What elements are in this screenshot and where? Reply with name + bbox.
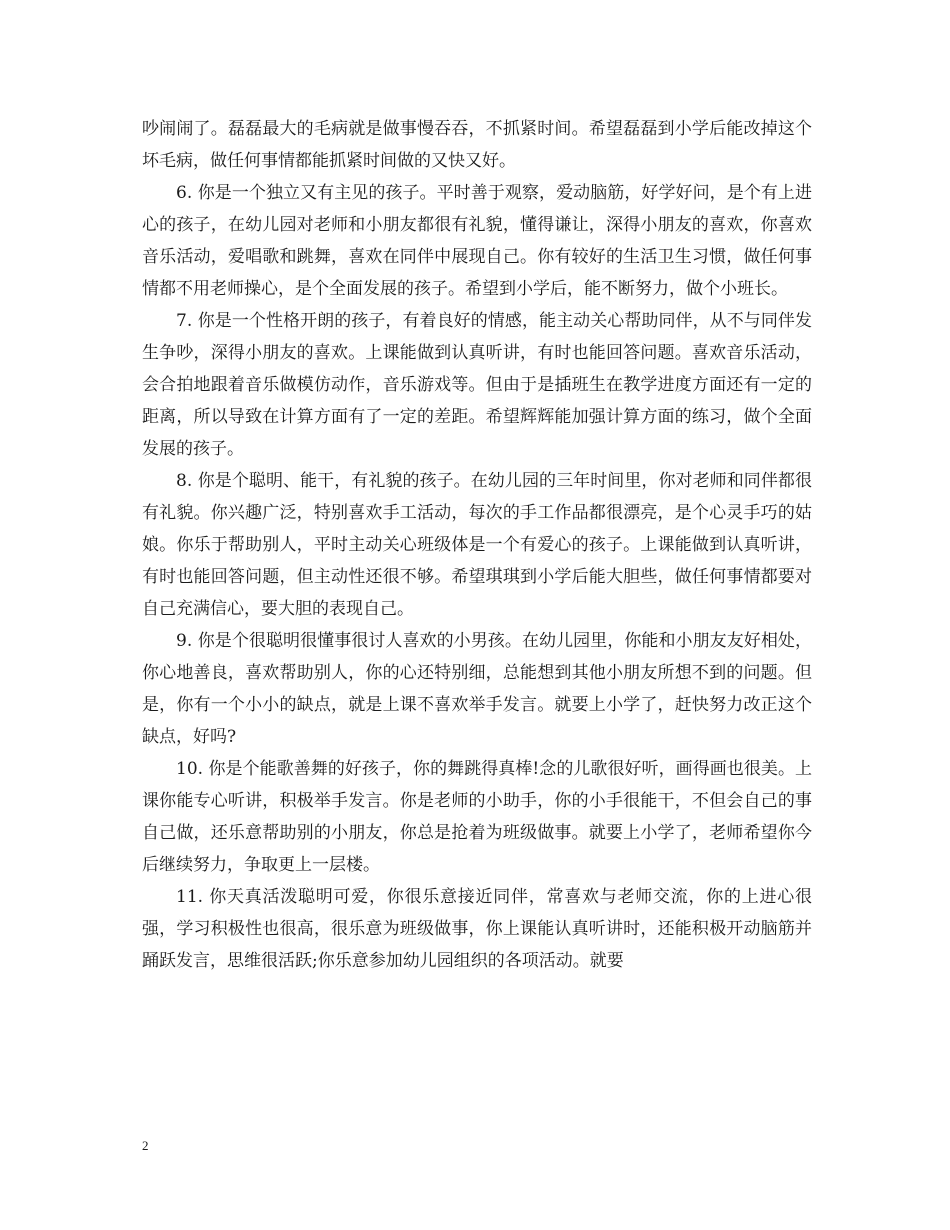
paragraph-continuation: 吵闹闹了。磊磊最大的毛病就是做事慢吞吞，不抓紧时间。希望磊磊到小学后能改掉这个坏毛病，做任何事情都能抓紧时间做的又快又好。 bbox=[142, 119, 812, 171]
paragraph-11: 11. 你天真活泼聪明可爱，你很乐意接近同伴，常喜欢与老师交流，你的上进心很强，学习积极性也很高，很乐意为班级做事，你上课能认真听讲时，还能积极开动脑筋并踊跃发言，思维很活跃;你乐意参加幼儿园组织的各项活动。就要 bbox=[142, 887, 812, 971]
paragraph-6: 6. 你是一个独立又有主见的孩子。平时善于观察，爱动脑筋，好学好问，是个有上进心的孩子，在幼儿园对老师和小朋友都很有礼貌，懂得谦让，深得小朋友的喜欢，你喜欢音乐活动，爱唱歌和跳舞，喜欢在同伴中展现自己。你有较好的生活卫生习惯，做任何事情都不用老师操心，是个全面发展的孩子。希望到小学后，能不断努力，做个小班长。 bbox=[142, 183, 812, 299]
paragraph-9: 9. 你是个很聪明很懂事很讨人喜欢的小男孩。在幼儿园里，你能和小朋友友好相处，你心地善良，喜欢帮助别人，你的心还特别细，总能想到其他小朋友所想不到的问题。但是，你有一个小小的缺点，就是上课不喜欢举手发言。就要上小学了，赶快努力改正这个缺点，好吗? bbox=[142, 631, 812, 747]
paragraph-10: 10. 你是个能歌善舞的好孩子，你的舞跳得真棒!念的儿歌很好听，画得画也很美。上课你能专心听讲，积极举手发言。你是老师的小助手，你的小手很能干，不但会自己的事自己做，还乐意帮助别的小朋友，你总是抢着为班级做事。就要上小学了，老师希望你今后继续努力，争取更上一层楼。 bbox=[142, 759, 812, 875]
paragraph-8: 8. 你是个聪明、能干，有礼貌的孩子。在幼儿园的三年时间里，你对老师和同伴都很有礼貌。你兴趣广泛，特别喜欢手工活动，每次的手工作品都很漂亮，是个心灵手巧的姑娘。你乐于帮助别人，平时主动关心班级体是一个有爱心的孩子。上课能做到认真听讲，有时也能回答问题，但主动性还很不够。希望琪琪到小学后能大胆些，做任何事情都要对自己充满信心，要大胆的表现自己。 bbox=[142, 471, 812, 619]
paragraph-7: 7. 你是一个性格开朗的孩子，有着良好的情感，能主动关心帮助同伴，从不与同伴发生争吵，深得小朋友的喜欢。上课能做到认真听讲，有时也能回答问题。喜欢音乐活动，会合拍地跟着音乐做模仿动作，音乐游戏等。但由于是插班生在教学进度方面还有一定的距离，所以导致在计算方面有了一定的差距。希望辉辉能加强计算方面的练习，做个全面发展的孩子。 bbox=[142, 311, 812, 459]
document-body bbox=[142, 113, 812, 977]
page-number: 2 bbox=[142, 1138, 149, 1153]
